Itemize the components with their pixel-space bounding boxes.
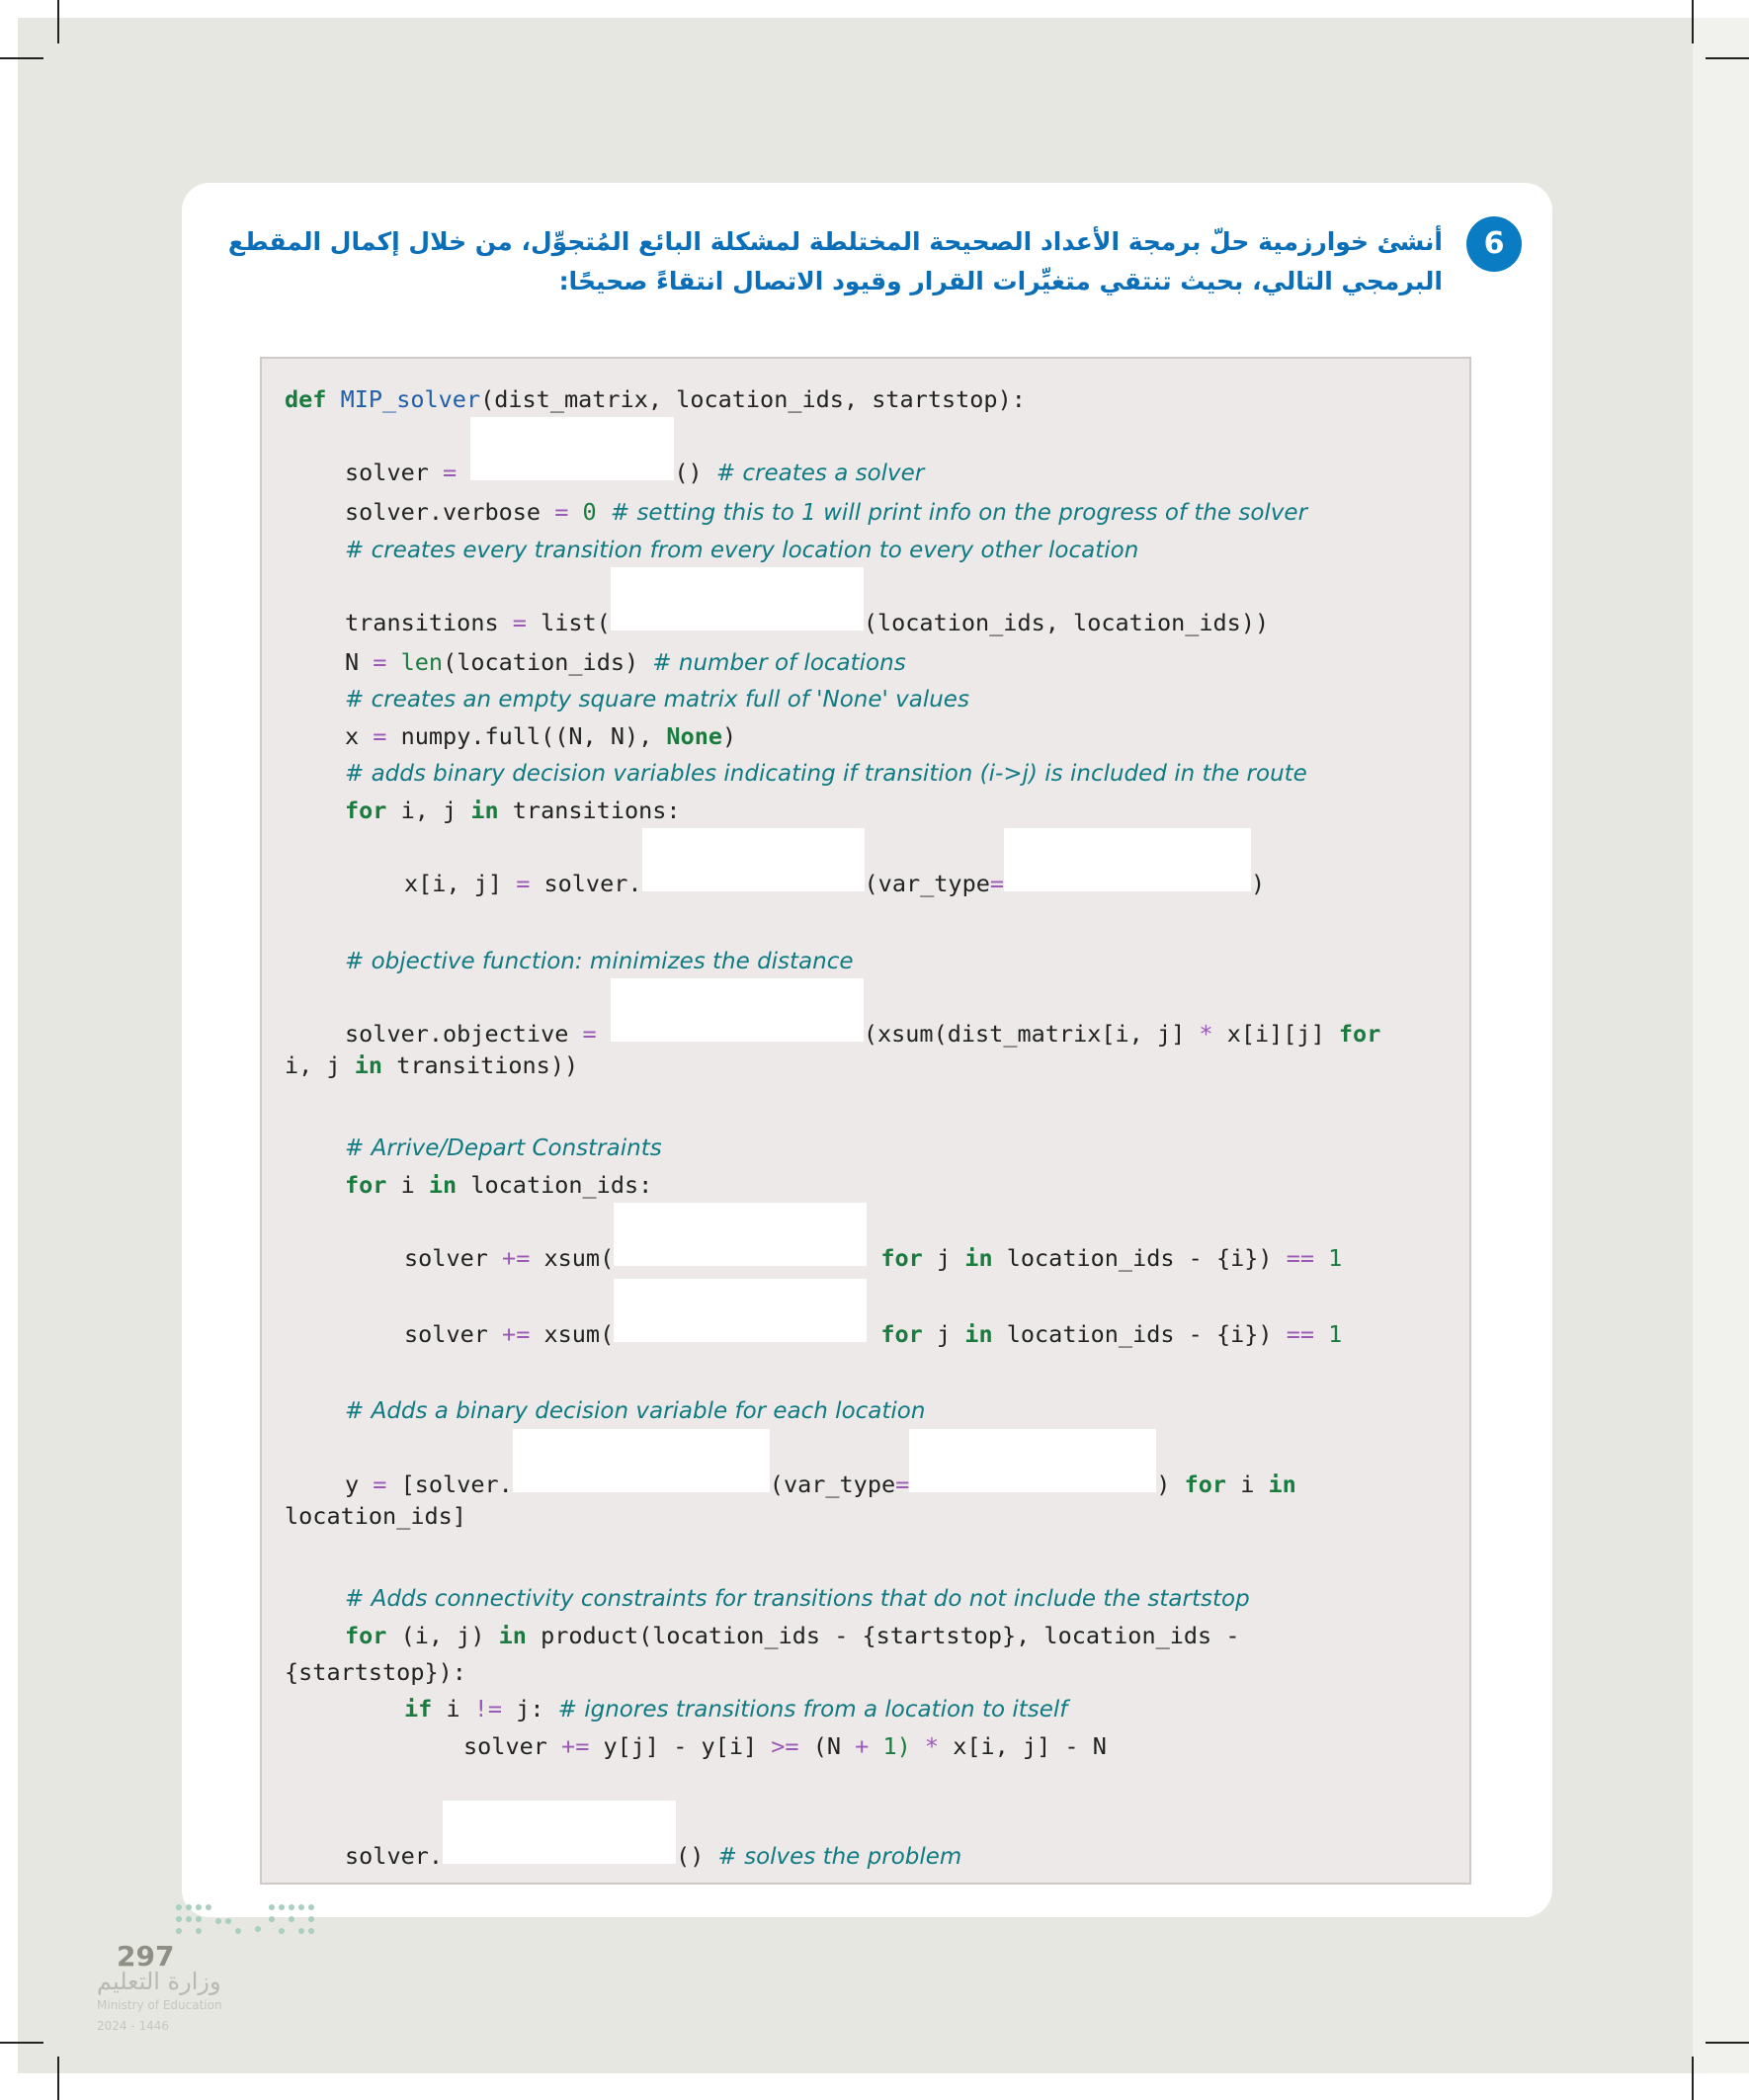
page-edge bbox=[1693, 18, 1749, 2073]
code-line-comment bbox=[345, 758, 1307, 789]
code-text: {startstop}): bbox=[285, 1658, 466, 1686]
code-text: solver bbox=[463, 1732, 562, 1760]
code-text: ) bbox=[1156, 1470, 1185, 1498]
code-text: (var_type bbox=[864, 870, 990, 897]
code-text: transitions)) bbox=[382, 1051, 579, 1079]
comment: # Adds connectivity constraints for transitions that do not include the startstop bbox=[345, 1586, 1250, 1612]
comment: # objective function: minimizes the distance bbox=[345, 949, 854, 974]
comment: # Adds a binary decision variable for each location bbox=[345, 1398, 926, 1424]
code-text: i bbox=[386, 1171, 429, 1199]
code-line-for-product-cont bbox=[285, 1657, 466, 1687]
code-text: (xsum(dist_matrix[i, j] bbox=[863, 1020, 1200, 1048]
code-line-optimize bbox=[345, 1836, 961, 1872]
code-line-y-cont bbox=[285, 1501, 466, 1531]
blank-depart-constraint[interactable] bbox=[614, 1238, 867, 1266]
page-number: 297 bbox=[117, 1940, 175, 1973]
keyword-none: None bbox=[666, 722, 723, 750]
code-text: transitions: bbox=[498, 797, 681, 824]
operator: = bbox=[512, 609, 527, 636]
operator: = bbox=[373, 648, 387, 676]
operator: == bbox=[1286, 1244, 1315, 1272]
code-line-comment bbox=[345, 1395, 925, 1426]
code-text: j bbox=[922, 1320, 965, 1348]
keyword-for: for bbox=[880, 1244, 923, 1272]
blank-arrive-constraint[interactable] bbox=[614, 1314, 867, 1342]
code-line-constraint-2 bbox=[404, 1314, 1342, 1349]
operator: * bbox=[924, 1732, 940, 1760]
code-block bbox=[260, 357, 1471, 1885]
comment: # setting this to 1 will print info on the progress of the solver bbox=[610, 500, 1308, 526]
number: 1 bbox=[1328, 1244, 1343, 1272]
crop-mark bbox=[0, 2042, 43, 2044]
keyword-in: in bbox=[964, 1244, 993, 1272]
number: 1) bbox=[869, 1732, 925, 1760]
code-text: x bbox=[345, 722, 374, 750]
operator: = bbox=[554, 498, 569, 526]
code-text: i, j bbox=[386, 797, 471, 824]
function-args: (dist_matrix, location_ids, startstop): bbox=[480, 385, 1026, 413]
blank-add-var-method[interactable] bbox=[642, 864, 865, 891]
code-text: y[j] - y[i] bbox=[589, 1732, 772, 1760]
code-text: transitions bbox=[345, 609, 513, 636]
code-text: (var_type bbox=[769, 1470, 896, 1498]
keyword-in: in bbox=[1268, 1470, 1296, 1498]
code-text: location_ids - {i}) bbox=[992, 1320, 1287, 1348]
ministry-name-en: Ministry of Education bbox=[97, 1998, 222, 2012]
crop-mark bbox=[1706, 57, 1749, 59]
code-text: x[i, j] bbox=[404, 870, 517, 897]
code-text: (i, j) bbox=[386, 1622, 499, 1649]
operator: == bbox=[1286, 1320, 1315, 1348]
code-text: j bbox=[922, 1244, 965, 1272]
code-text: numpy.full((N, N), bbox=[386, 722, 667, 750]
code-text: (location_ids, location_ids)) bbox=[863, 609, 1270, 636]
code-text: solver.objective bbox=[345, 1020, 583, 1048]
code-text: j: bbox=[502, 1695, 558, 1722]
code-line-verbose bbox=[345, 497, 1307, 528]
operator: += bbox=[502, 1320, 531, 1348]
operator: = bbox=[582, 1020, 597, 1048]
keyword-for: for bbox=[880, 1320, 923, 1348]
comment: # ignores transitions from a location to itself bbox=[557, 1697, 1068, 1722]
code-line-solver-create bbox=[345, 453, 924, 488]
code-line-x bbox=[345, 721, 736, 751]
ministry-logo-dots bbox=[173, 1899, 321, 1949]
operator: + bbox=[855, 1732, 870, 1760]
blank-optimize-method[interactable] bbox=[443, 1836, 676, 1864]
number: 1 bbox=[1328, 1320, 1343, 1348]
code-text: N bbox=[345, 648, 374, 676]
keyword-in: in bbox=[428, 1171, 458, 1199]
keyword-for: for bbox=[345, 1622, 387, 1649]
blank-solver-class[interactable] bbox=[470, 453, 674, 480]
code-line-objective-cont bbox=[285, 1050, 578, 1080]
crop-mark bbox=[57, 0, 59, 43]
code-text: solver.verbose bbox=[345, 498, 555, 526]
keyword-for: for bbox=[1338, 1020, 1381, 1048]
operator: != bbox=[473, 1695, 503, 1722]
function-name: MIP_solver bbox=[340, 385, 481, 413]
code-text: x[i, j] - N bbox=[939, 1732, 1107, 1760]
comment: # creates every transition from every location to every other location bbox=[345, 538, 1139, 563]
code-line-mtz bbox=[463, 1731, 1107, 1761]
code-text: i bbox=[432, 1695, 474, 1722]
builtin: len bbox=[400, 648, 444, 676]
code-line-for-i bbox=[345, 1170, 652, 1200]
comment: # creates an empty square matrix full of 'None' values bbox=[345, 687, 969, 713]
operator: = bbox=[895, 1470, 910, 1498]
code-text: xsum( bbox=[530, 1320, 615, 1348]
ministry-name-ar: وزارة التعليم bbox=[97, 1968, 221, 1995]
operator: >= bbox=[771, 1732, 799, 1760]
blank-objective-func[interactable] bbox=[611, 1014, 864, 1042]
operator: = bbox=[989, 870, 1005, 897]
code-line-n bbox=[345, 647, 906, 678]
crop-mark bbox=[1692, 0, 1694, 43]
code-text: ) bbox=[722, 722, 737, 750]
code-text: [solver. bbox=[386, 1470, 513, 1498]
code-text: i, j bbox=[285, 1051, 355, 1079]
keyword-for: for bbox=[1184, 1470, 1227, 1498]
code-line-if bbox=[404, 1694, 1067, 1724]
crop-mark bbox=[1692, 2057, 1694, 2100]
ministry-year: 2024 - 1446 bbox=[97, 2019, 170, 2033]
question-number-badge: 6 bbox=[1466, 216, 1522, 272]
comment: # adds binary decision variables indicating if transition (i->j) is included in the route bbox=[345, 761, 1307, 787]
code-text: solver. bbox=[345, 1842, 444, 1870]
code-text: ) bbox=[1251, 870, 1266, 897]
code-text: (location_ids) bbox=[443, 648, 653, 676]
question-text: أنشئ خوارزمية حلّ برمجة الأعداد الصحيحة المختلطة لمشكلة البائع المُتجوِّل، من خلال إكمال المقطع البرمجي التالي، بحيث تنتقي متغيِّرات القرار وقيود الاتصال انتقاءً صحيحًا: bbox=[227, 227, 1443, 295]
code-line-def bbox=[285, 384, 1026, 414]
keyword-if: if bbox=[404, 1695, 433, 1722]
code-line-comment bbox=[345, 535, 1138, 565]
keyword-def: def bbox=[285, 385, 327, 413]
operator: += bbox=[502, 1244, 531, 1272]
blank-var-type[interactable] bbox=[1004, 864, 1251, 891]
crop-mark bbox=[0, 57, 43, 59]
keyword-for: for bbox=[345, 1171, 387, 1199]
code-line-for-product bbox=[345, 1621, 1240, 1650]
operator: = bbox=[373, 722, 387, 750]
comment: # solves the problem bbox=[717, 1844, 962, 1870]
code-text: y bbox=[345, 1470, 374, 1498]
code-text: solver bbox=[345, 459, 444, 486]
code-line-y bbox=[345, 1465, 1296, 1499]
keyword-in: in bbox=[964, 1320, 993, 1348]
code-text: location_ids] bbox=[285, 1502, 466, 1530]
code-line-for bbox=[345, 796, 681, 825]
code-text: () bbox=[676, 1842, 705, 1870]
code-line-comment bbox=[345, 1133, 662, 1163]
code-text: solver bbox=[404, 1244, 503, 1272]
code-line-transitions bbox=[345, 603, 1269, 637]
keyword-for: for bbox=[345, 797, 387, 824]
code-text: list( bbox=[526, 609, 611, 636]
blank-y-var-type[interactable] bbox=[909, 1465, 1156, 1492]
blank-transitions-func[interactable] bbox=[611, 603, 864, 630]
number: 0 bbox=[582, 498, 597, 526]
code-text: () bbox=[674, 459, 703, 486]
operator: = bbox=[373, 1470, 387, 1498]
code-line-comment bbox=[345, 1583, 1250, 1614]
code-line-objective bbox=[345, 1014, 1380, 1049]
operator: * bbox=[1199, 1020, 1213, 1048]
code-line-add-var bbox=[404, 864, 1265, 898]
comment: # creates a solver bbox=[715, 461, 925, 486]
code-text: xsum( bbox=[530, 1244, 615, 1272]
code-text: i bbox=[1226, 1470, 1269, 1498]
code-line-comment bbox=[345, 946, 854, 976]
operator: = bbox=[516, 870, 531, 897]
blank-y-add-var-method[interactable] bbox=[513, 1465, 770, 1492]
code-line-comment bbox=[345, 684, 969, 714]
code-line-constraint-1 bbox=[404, 1238, 1342, 1273]
keyword-in: in bbox=[498, 1622, 527, 1649]
operator: = bbox=[443, 459, 458, 486]
crop-mark bbox=[1706, 2042, 1749, 2044]
operator: += bbox=[561, 1732, 590, 1760]
crop-mark bbox=[57, 2057, 59, 2100]
comment: # number of locations bbox=[652, 650, 906, 676]
code-text: solver. bbox=[530, 870, 642, 897]
comment: # Arrive/Depart Constraints bbox=[345, 1135, 662, 1161]
code-text: x[i][j] bbox=[1212, 1020, 1339, 1048]
code-text: product(location_ids - {startstop}, location_ids - bbox=[526, 1622, 1240, 1649]
code-text: solver bbox=[404, 1320, 503, 1348]
code-text: (N bbox=[798, 1732, 856, 1760]
keyword-in: in bbox=[470, 797, 499, 824]
code-text: location_ids: bbox=[457, 1171, 653, 1199]
keyword-in: in bbox=[354, 1051, 383, 1079]
code-text: location_ids - {i}) bbox=[992, 1244, 1287, 1272]
